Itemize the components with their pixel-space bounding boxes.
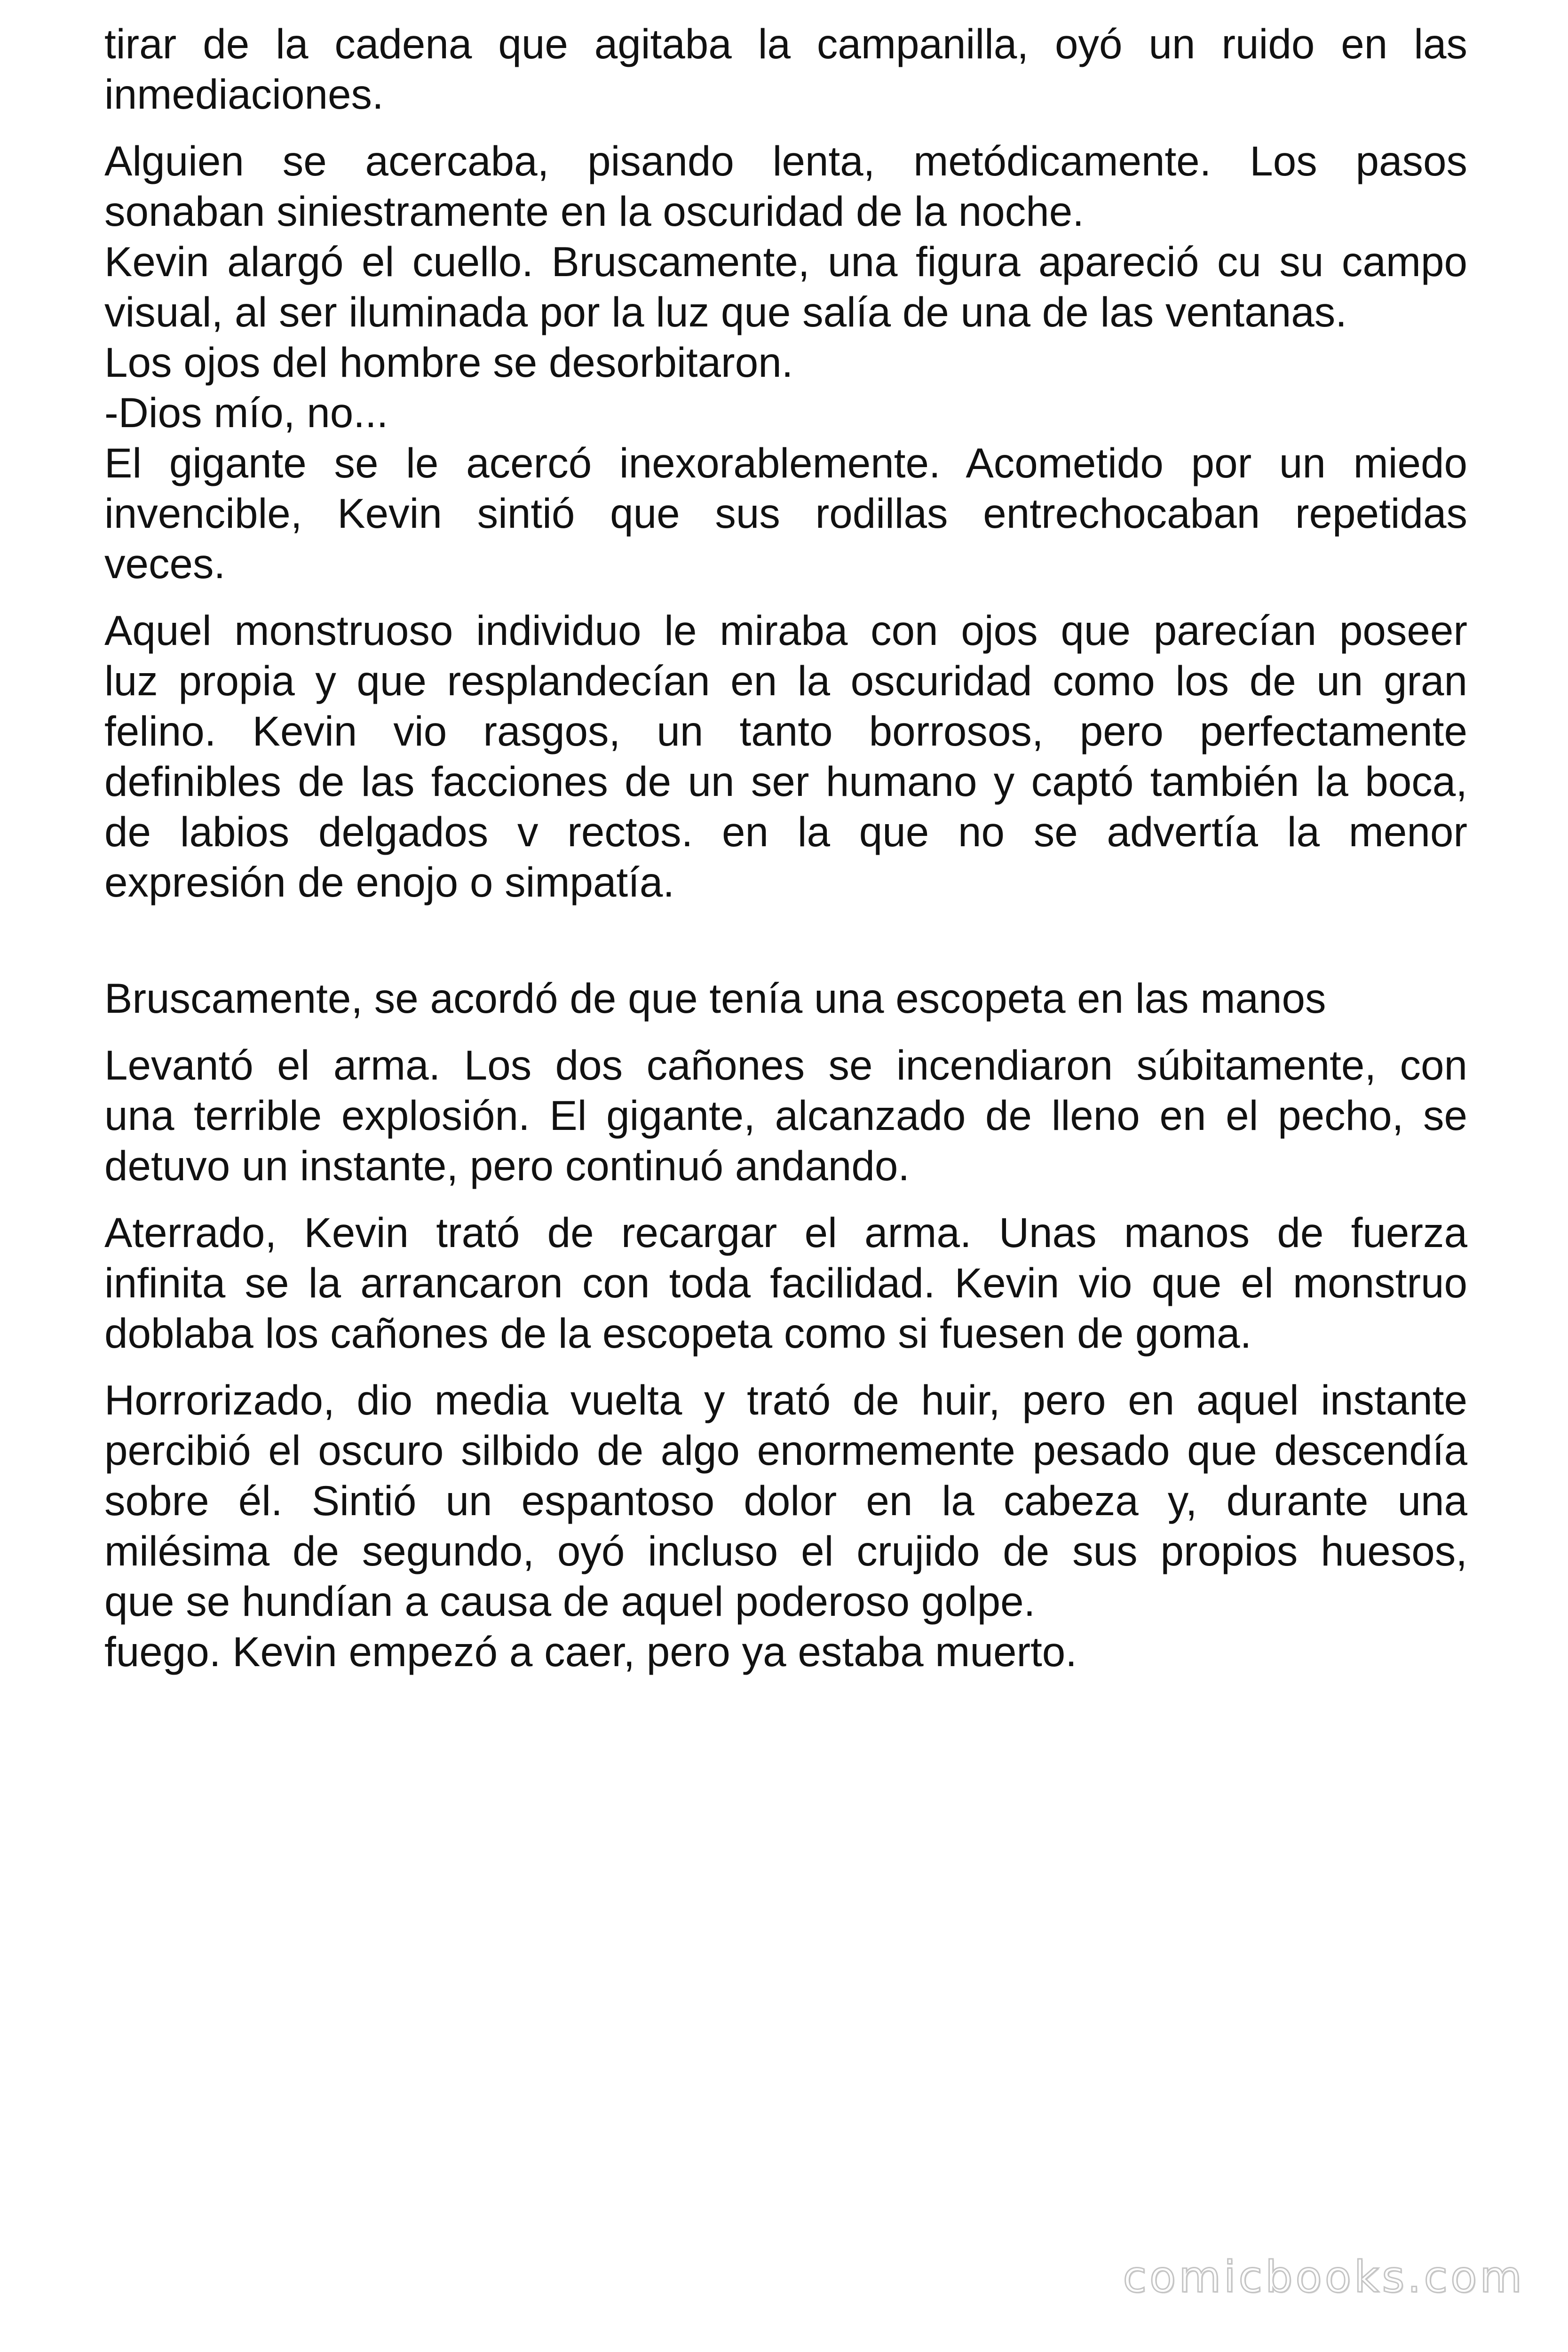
body-text xyxy=(104,19,1467,1677)
text-line: infinita se la arrancaron con toda facilidad. Kevin vio que el monstruo xyxy=(104,1259,1467,1306)
text-line: veces. xyxy=(104,540,226,587)
text-line: expresión de enojo o simpatía. xyxy=(104,858,675,906)
watermark-logo: comicbooks.com xyxy=(1123,2252,1525,2302)
text-line: de labios delgados v rectos. en la que no se advertía la menor xyxy=(104,808,1467,855)
paragraph-6 xyxy=(104,1208,1467,1359)
text-line: definibles de las facciones de un ser humano y captó también la boca, xyxy=(104,758,1467,805)
text-line: Aterrado, Kevin trató de recargar el arma. Unas manos de fuerza xyxy=(104,1209,1467,1256)
text-line: fuego. Kevin empezó a caer, pero ya estaba muerto. xyxy=(104,1628,1077,1675)
text-line: Bruscamente, se acordó de que tenía una escopeta en las manos xyxy=(104,975,1326,1022)
text-line: percibió el oscuro silbido de algo enormemente pesado que descendía xyxy=(104,1427,1467,1474)
text-line: invencible, Kevin sintió que sus rodillas entrechocaban repetidas xyxy=(104,490,1467,537)
text-line: una terrible explosión. El gigante, alcanzado de lleno en el pecho, se xyxy=(104,1092,1467,1139)
paragraph-5 xyxy=(104,1040,1467,1191)
text-line: visual, al ser iluminada por la luz que salía de una de las ventanas. xyxy=(104,288,1347,335)
text-line: que se hundían a causa de aquel poderoso golpe. xyxy=(104,1578,1036,1625)
paragraph-1 xyxy=(104,19,1467,119)
text-line: inmediaciones. xyxy=(104,71,384,118)
text-line: Alguien se acercaba, pisando lenta, metódicamente. Los pasos xyxy=(104,137,1467,184)
paragraph-4 xyxy=(104,973,1467,1024)
text-line: sobre él. Sintió un espantoso dolor en la cabeza y, durante una xyxy=(104,1477,1467,1524)
text-line: Aquel monstruoso individuo le miraba con ojos que parecían poseer xyxy=(104,607,1467,654)
paragraph-3 xyxy=(104,605,1467,907)
paragraph-2 xyxy=(104,136,1467,589)
text-line: felino. Kevin vio rasgos, un tanto borrosos, pero perfectamente xyxy=(104,707,1467,755)
text-line: detuvo un instante, pero continuó andando. xyxy=(104,1142,910,1189)
text-line: Levantó el arma. Los dos cañones se incendiaron súbitamente, con xyxy=(104,1041,1467,1089)
text-line: doblaba los cañones de la escopeta como si fuesen de goma. xyxy=(104,1310,1252,1357)
text-line: luz propia y que resplandecían en la oscuridad como los de un gran xyxy=(104,657,1467,704)
text-line: Kevin alargó el cuello. Bruscamente, una figura apareció cu su campo xyxy=(104,238,1467,285)
text-line: El gigante se le acercó inexorablemente. Acometido por un miedo xyxy=(104,439,1467,486)
text-line: sonaban siniestramente en la oscuridad de la noche. xyxy=(104,188,1084,235)
text-line: Los ojos del hombre se desorbitaron. xyxy=(104,339,793,386)
text-line: milésima de segundo, oyó incluso el crujido de sus propios huesos, xyxy=(104,1527,1467,1574)
text-line: -Dios mío, no... xyxy=(104,389,388,436)
text-line: Horrorizado, dio media vuelta y trató de huir, pero en aquel instante xyxy=(104,1376,1467,1423)
text-line: tirar de la cadena que agitaba la campanilla, oyó un ruido en las xyxy=(104,20,1467,67)
paragraph-7 xyxy=(104,1375,1467,1677)
